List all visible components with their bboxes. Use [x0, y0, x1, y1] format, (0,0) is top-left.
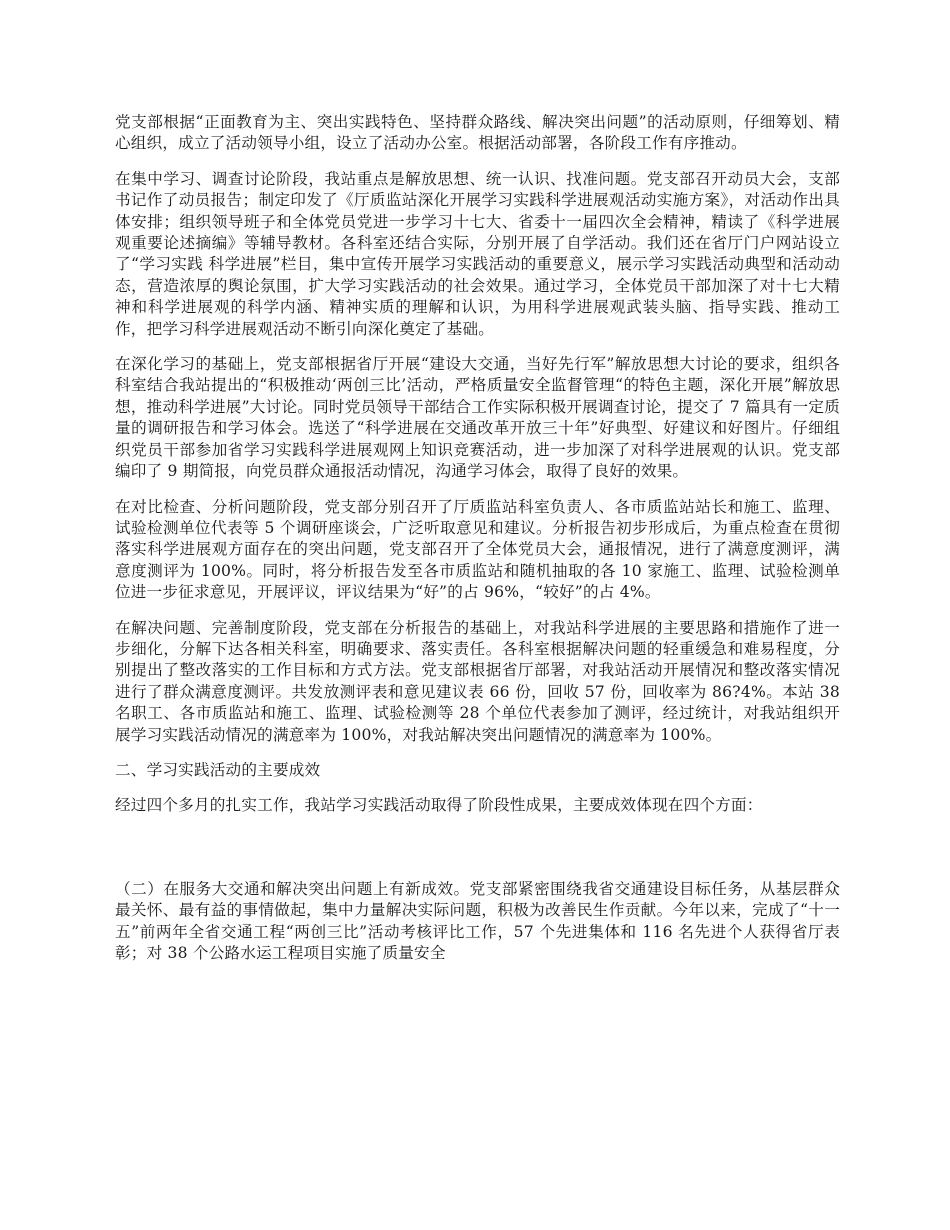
document-body	[115, 112, 840, 978]
paragraph-activity-principles: 党支部根据“正面教育为主、突出实践特色、坚持群众路线、解决突出问题”的活动原则，仔细筹划、精心组织，成立了活动领导小组，设立了活动办公室。根据活动部署，各阶段工作有序推动。	[115, 113, 840, 153]
section-heading: 二、学习实践活动的主要成效	[115, 760, 321, 779]
paragraph-analysis-stage: 在对比检查、分析问题阶段，党支部分别召开了厅质监站科室负责人、各市质监站站长和施工、监理、试验检测单位代表等 5 个调研座谈会，广泛听取意见和建议。分析报告初步形成后，为重点检查在贯彻落实科学进展观方面存在的突出问题，党支部召开了全体党员大会，通报情况，进行了满意度测评，满意度测评为 100%。同时，将分析报告发至各市质监站和随机抽取的各 10 家施工、监理、试验检测单位进一步征求意见，开展评议，评议结果为“好”的占 96%，“较好”的占 4%。	[115, 497, 840, 602]
paragraph-study-discussion-stage: 在集中学习、调查讨论阶段，我站重点是解放思想、统一认识、找准问题。党支部召开动员大会，支部书记作了动员报告；制定印发了《厅质监站深化开展学习实践科学进展观活动实施方案》，对活动作出具体安排；组织领导班子和全体党员党进一步学习十七大、省委十一届四次全会精神，精读了《科学进展观重要论述摘编》等辅导教材。各科室还结合实际，分别开展了自学活动。我们还在省厅门户网站设立了“学习实践 科学进展”栏目，集中宣传开展学习实践活动的重要意义，展示学习实践活动典型和活动动态，营造浓厚的舆论氛围，扩大学习实践活动的社会效果。通过学习，全体党员干部加深了对十七大精神和科学进展观的科学内涵、精神实质的理解和认识，为用科学进展观武装头脑、指导实践、推动工作，把学习科学进展观活动不断引向深化奠定了基础。	[115, 169, 840, 338]
paragraph-deepening-study: 在深化学习的基础上，党支部根据省厅开展“建设大交通，当好先行军”解放思想大讨论的要求，组织各科室结合我站提出的“积极推动‘两创三比’活动，严格质量安全监督管理“的特色主题，深化开展”解放思想，推动科学进展”大讨论。同时党员领导干部结合工作实际积极开展调查讨论，提交了 7 篇具有一定质量的调研报告和学习体会。选送了“科学进展在交通改革开放三十年”好典型、好建议和好图片。仔细组织党员干部参加省学习实践科学进展观网上知识竞赛活动，进一步加深了对科学进展观的认识。党支部编印了 9 期简报，向党员群众通报活动情况，沟通学习体会，取得了良好的效果。	[115, 355, 840, 481]
blank-gap	[115, 831, 840, 879]
section-intro: 经过四个多月的扎实工作，我站学习实践活动取得了阶段性成果，主要成效体现在四个方面：	[115, 796, 763, 815]
paragraph-problem-solving-stage: 在解决问题、完善制度阶段，党支部在分析报告的基础上，对我站科学进展的主要思路和措施作了进一步细化，分解下达各相关科室，明确要求、落实责任。各科室根据解决问题的轻重缓急和难易程度，分别提出了整改落实的工作目标和方式方法。党支部根据省厅部署，对我站活动开展情况和整改落实情况进行了群众满意度测评。共发放测评表和意见建议表 66 份，回收 57 份，回收率为 86?4%。本站 38 名职工、各市质监站和施工、监理、试验检测等 28 个单位代表参加了测评，经过统计，对我站组织开展学习实践活动情况的满意率为 100%，对我站解决突出问题情况的满意率为 100%。	[115, 618, 840, 744]
paragraph-item-two: （二）在服务大交通和解决突出问题上有新成效。党支部紧密围绕我省交通建设目标任务，从基层群众最关怀、最有益的事情做起，集中力量解决实际问题，积极为改善民生作贡献。今年以来，完成了“十一五”前两年全省交通工程“两创三比”活动考核评比工作，57 个先进集体和 116 名先进个人获得省厅表彰；对 38 个公路水运工程项目实施了质量安全	[115, 879, 840, 962]
